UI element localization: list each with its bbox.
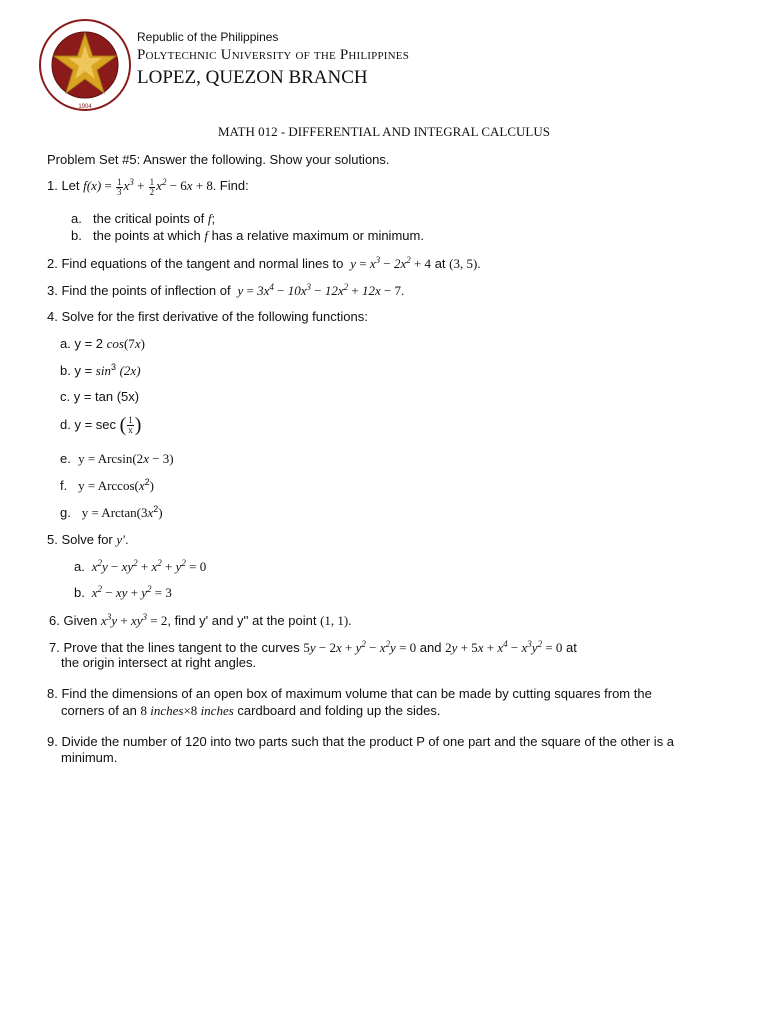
instructions: Problem Set #5: Answer the following. Show your solutions. — [47, 152, 390, 167]
university-name: Polytechnic University of the Philippines — [137, 47, 410, 63]
question-7: 7. Prove that the lines tangent to the curves $5y - 2x + y^2 - x^2y = 0$ and $2y + 5x + x^4 - x^3y^2 = 0$ at — [49, 639, 577, 655]
svg-text:1904: 1904 — [78, 104, 92, 110]
question-4c: c. y = tan (5x) — [60, 389, 140, 404]
question-5b: b. $x^2$ − xy + $y^2 = 3$ — [74, 584, 172, 600]
question-1b: b. the points at which f has a relative maximum or minimum. — [71, 228, 424, 243]
question-4e: e. y = Arcsin(2x − 3) — [60, 451, 174, 466]
question-1: 1. Let f(x) = $\frac{1}{3}$ $x^3$ + $\frac{1}{2}$ $x^2 - 6x + 8$. Find: — [47, 176, 249, 197]
question-8: 8. Find the dimensions of an open box of maximum volume that can be made by cutting squares from the — [47, 686, 652, 701]
question-4b: b. $y = \sin^3 (2x)$ — [60, 362, 141, 378]
question-5a: a. $x^2y - xy^2 + x^2 + y^2 = 0$ — [74, 558, 207, 574]
question-5: 5. Solve for y'. — [47, 532, 129, 547]
question-3: 3. Find the points of inflection of $y = 3x^4 - 10x^3 - 12x^2 + 12x - 7$. — [47, 282, 405, 298]
question-6: 6. Given $x^3y + xy^3 = 2$, find y' and y'' at the point (1, 1). — [49, 612, 352, 628]
question-9: 9. Divide the number of 120 into two parts such that the product P of one part and the square of the other is a — [47, 734, 675, 749]
question-1a: a. the critical points of f; — [71, 211, 216, 226]
university-seal — [38, 18, 132, 112]
republic-line: Republic of the Philippines — [137, 30, 279, 44]
question-7-line2: the origin intersect at right angles. — [61, 655, 257, 670]
question-9-line2: minimum. — [61, 750, 118, 765]
question-4g: g. $y = Arctan(3x^2)$ — [60, 504, 163, 520]
pup-seal-icon — [38, 18, 132, 112]
question-4: 4. Solve for the first derivative of the following functions: — [47, 309, 368, 324]
question-4a: a. y = 2 cos(7x) — [60, 336, 145, 351]
q1-function: f(x) = $\frac{1}{3}$ $x^3$ + $\frac{1}{2}$ $x^2 - 6x + 8$. — [83, 176, 217, 197]
question-8-line2: corners of an 8 inches×8 inches cardboard and folding up the sides. — [61, 703, 441, 718]
question-4d: d. y = sec ( $\frac{1}{x}$ ) — [60, 414, 142, 436]
question-4f: f. $y = Arccos(x^2)$ — [60, 477, 154, 493]
course-title: MATH 012 - DIFFERENTIAL AND INTEGRAL CALCULUS — [218, 124, 550, 139]
question-2: 2. Find equations of the tangent and normal lines to $y = x^3 - 2x^2 + 4$ at (3, 5). — [47, 255, 481, 271]
branch-name: LOPEZ, QUEZON BRANCH — [137, 67, 368, 88]
